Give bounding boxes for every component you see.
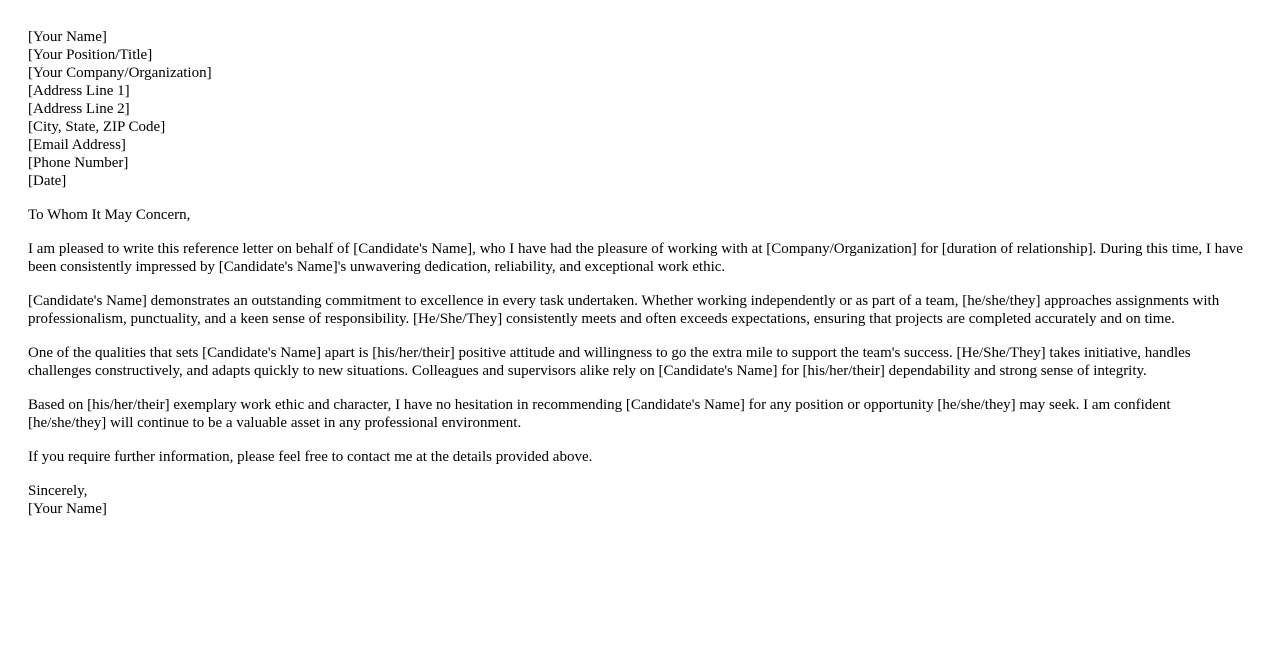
sender-name: [Your Name] <box>28 29 107 45</box>
valediction: Sincerely, <box>28 483 88 499</box>
body-paragraph-4: Based on [his/her/their] exemplary work ethic and character, I have no hesitation in recommending [Candidate's Name] for any position or opportunity [he/she/they] may seek. I am confident [he/she/they] will continue to be a valuable asset in any professional environment. <box>28 397 1171 431</box>
signature-name: [Your Name] <box>28 501 107 517</box>
closing-block <box>28 482 1250 518</box>
body-paragraph-2: [Candidate's Name] demonstrates an outstanding commitment to excellence in every task undertaken. Whether working independently or as part of a team, [he/she/they] approaches assignments with professionalism, punctuality, and a keen sense of responsibility. [He/She/They] consistently meets and often exceeds expectations, ensuring that projects are completed accurately and on time. <box>28 293 1220 327</box>
sender-phone: [Phone Number] <box>28 155 129 171</box>
body-paragraph-3: One of the qualities that sets [Candidate's Name] apart is [his/her/their] positive attitude and willingness to go the extra mile to support the team's success. [He/She/They] takes initiative, handles challenges constructively, and adapts quickly to new situations. Colleagues and supervisors alike rely on [Candidate's Name] for [his/her/their] dependability and strong sense of integrity. <box>28 345 1191 379</box>
sender-address-line-2: [Address Line 2] <box>28 101 130 117</box>
sender-company: [Your Company/Organization] <box>28 65 212 81</box>
sender-block <box>28 28 1250 190</box>
body-paragraph-5: If you require further information, please feel free to contact me at the details provided above. <box>28 449 593 465</box>
salutation: To Whom It May Concern, <box>28 207 191 223</box>
sender-email: [Email Address] <box>28 137 126 153</box>
body-paragraph-1: I am pleased to write this reference letter on behalf of [Candidate's Name], who I have had the pleasure of working with at [Company/Organization] for [duration of relationship]. During this time, I have been consistently impressed by [Candidate's Name]'s unwavering dedication, reliability, and exceptional work ethic. <box>28 241 1243 275</box>
sender-title: [Your Position/Title] <box>28 47 153 63</box>
sender-address-line-1: [Address Line 1] <box>28 83 130 99</box>
sender-city-state-zip: [City, State, ZIP Code] <box>28 119 166 135</box>
letter-date: [Date] <box>28 173 67 189</box>
